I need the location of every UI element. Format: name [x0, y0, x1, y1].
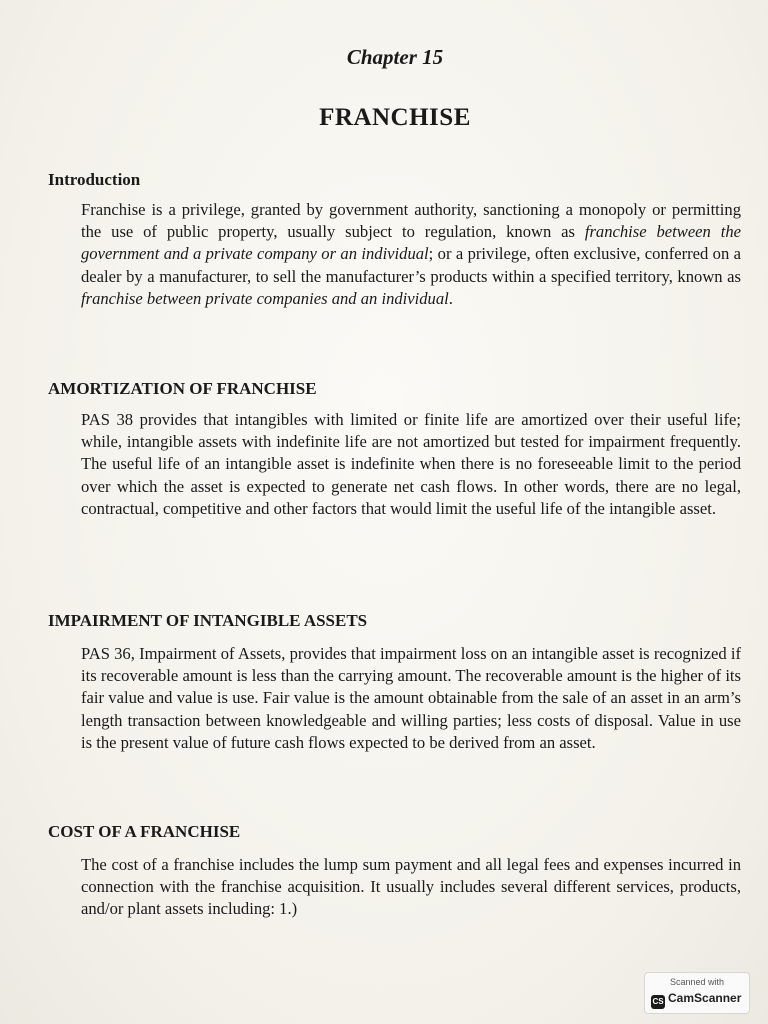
camscanner-brand: [651, 991, 741, 1009]
impairment-heading: IMPAIRMENT OF INTANGIBLE ASSETS: [48, 611, 368, 630]
cost-heading: COST OF A FRANCHISE: [48, 822, 241, 841]
cost-paragraph: The cost of a franchise includes the lump sum payment and all legal fees and expenses incurred in connection with the franchise acquisition. It usually includes several different services, products, and/or plant assets including: 1.): [81, 855, 741, 919]
camscanner-logo-icon: CS: [651, 995, 665, 1009]
intro-italic-1: franchise between the government and a private company or an individual: [81, 222, 741, 264]
intro-text-1: Franchise is a privilege, granted by government authority, sanctioning a monopoly or permitting the use of public property, usually subject to regulation, known as: [81, 200, 741, 242]
intro-text-3: .: [448, 288, 453, 308]
impairment-paragraph: PAS 36, Impairment of Assets, provides that impairment loss on an intangible asset is recognized if its recoverable amount is less than the carrying amount. The recoverable amount is the higher of its fair value and value is use. Fair value is the amount obtainable from the sale of an asset in an arm’s length transaction between knowledgeable and willing parties; less costs of disposal. Value in use is the present value of future cash flows expected to be derived from an asset.: [81, 644, 741, 752]
intro-text-2: ; or a privilege, often exclusive, conferred on a dealer by a manufacturer, to sell the manufacturer’s products within a specified territory, known as: [81, 244, 741, 286]
intro-heading: Introduction: [48, 170, 141, 189]
page-title: FRANCHISE: [319, 104, 471, 131]
amortization-heading: AMORTIZATION OF FRANCHISE: [48, 379, 317, 398]
camscanner-badge: [644, 972, 750, 1014]
intro-paragraph: [81, 199, 741, 310]
amortization-paragraph: PAS 38 provides that intangibles with limited or finite life are amortized over their useful life; while, intangible assets with indefinite life are not amortized but tested for impairment frequently. The useful life of an intangible asset is indefinite when there is no foreseeable limit to the period over which the asset is expected to generate net cash flows. In other words, there are no legal, contractual, competitive and other factors that would limit the useful life of the intangible asset.: [81, 410, 741, 518]
scanned-with-label: Scanned with: [669, 977, 725, 987]
chapter-label: Chapter 15: [346, 45, 444, 69]
intro-italic-2: franchise between private companies and an individual: [81, 288, 449, 308]
camscanner-brand-label: CamScanner: [668, 991, 742, 1005]
